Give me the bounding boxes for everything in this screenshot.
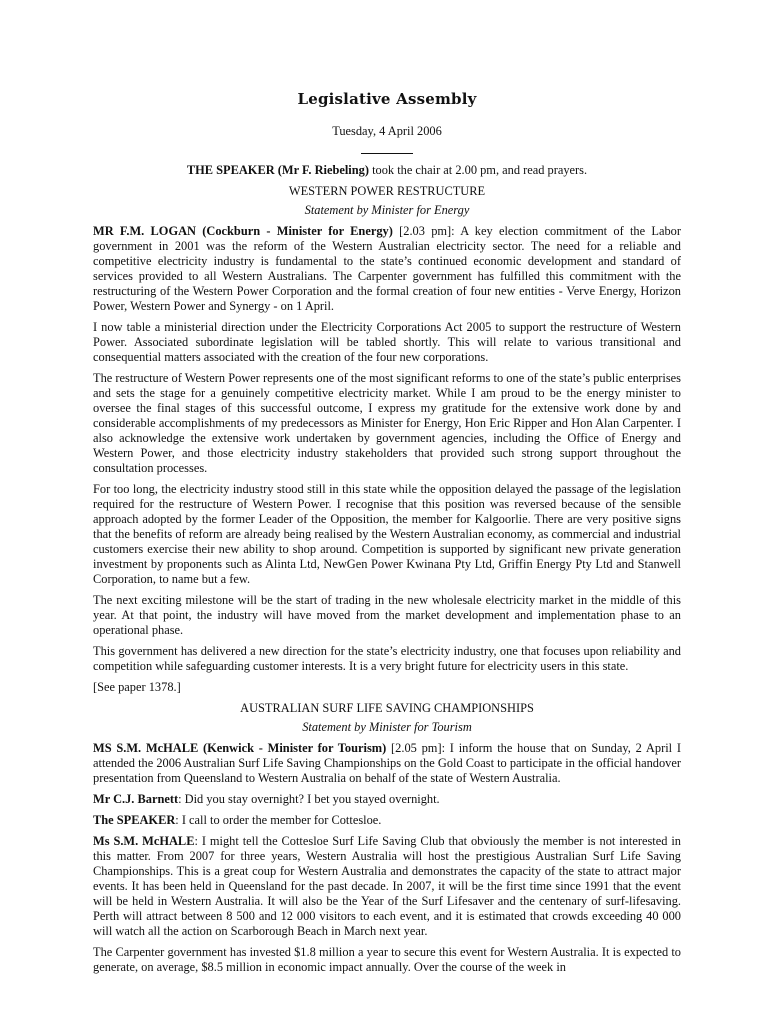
document-title: Legislative Assembly [297, 90, 477, 108]
interjection-text: : I call to order the member for Cottesloe. [175, 813, 382, 827]
interjection-text: : Did you stay overnight? I bet you stayed overnight. [178, 792, 440, 806]
sitting-date: Tuesday, 4 April 2006 [332, 124, 442, 138]
speaker-name: MR F.M. LOGAN (Cockburn - Minister for Energy) [93, 224, 393, 238]
speaker-name: Ms S.M. McHALE [93, 834, 195, 848]
speech-text: : I might tell the Cottesloe Surf Life Saving Club that obviously the member is not interested in this matter. From 2007 for three years, Western Australia will host the prestigious Australian Surf Life Saving Championships. This is a great coup for Western Australia and demonstrates the capacity of the state to attract major events. It has been held in Queensland for the past decade. In 2007, it will be the first time since 1991 that the event will be held in Western Australia. It will also be the Year of the Surf Lifesaver and the centenary of surf-lifesaving. Perth will attract between 8 500 and 12 000 visitors to each event, and it is estimated that crowds exceeding 40 000 will watch all the action on Scarborough Beach in March next year. [93, 834, 682, 938]
speech-paragraph [93, 741, 681, 786]
speech-text: [2.03 pm]: A key election commitment of the Labor government in 2001 was the reform of the Western Australian electricity sector. The need for a reliable and competitive electricity industry is fundamental to the state’s continued economic development and standard of services provided to all Western Australians. The Carpenter government has fulfilled this commitment with the restructuring of the Western Power Corporation and the formal creation of four new entities - Verve Energy, Horizon Power, Western Power and Synergy - on 1 April. [93, 224, 682, 313]
speech-text: [2.05 pm]: I inform the house that on Sunday, 2 April I attended the 2006 Australian Surf Life Saving Championships on the Gold Coast to participate in the official handover presentation from Queensland to Western Australia on behalf of the state of Western Australia. [93, 741, 681, 785]
speech-paragraph: This government has delivered a new direction for the state’s electricity industry, one that focuses upon reliability and competition while safeguarding customer interests. It is a very bright future for electricity users in this state. [93, 644, 681, 673]
speaker-name: MS S.M. McHALE (Kenwick - Minister for Tourism) [93, 741, 387, 755]
speaker-name: The SPEAKER [93, 813, 176, 827]
interjection-paragraph [93, 813, 681, 828]
section-heading-western-power: WESTERN POWER RESTRUCTURE [288, 184, 486, 198]
speech-paragraph: The Carpenter government has invested $1.8 million a year to secure this event for Western Australia. It is expected to generate, on average, $8.5 million in economic impact annually. Over the course of the week in [93, 945, 681, 974]
section-heading-surf-life-saving: AUSTRALIAN SURF LIFE SAVING CHAMPIONSHIPS [240, 701, 534, 715]
speech-paragraph: For too long, the electricity industry stood still in this state while the opposition delayed the passage of the legislation required for the restructure of Western Power. I recognise that this position was reversed because of the sensible approach adopted by the former Leader of the Opposition, the member for Kalgoorlie. There are very positive signs that the benefits of reform are already being realised by the Western Australian economy, as commercial and industrial customers exercise their new ability to shop around. Competition is supported by significant new private generation investment by proponents such as Alinta Ltd, NewGen Power Kwinana Pty Ltd, Griffin Energy Pty Ltd and Stanwell Corporation, to name but a few. [93, 482, 681, 586]
speech-paragraph: The next exciting milestone will be the start of trading in the new wholesale electricity market in the middle of this year. At that point, the industry will have moved from the market development and implementation phase to an operational phase. [93, 593, 681, 637]
speaker-name: Mr C.J. Barnett [93, 792, 179, 806]
hansard-page [93, 92, 681, 981]
paper-reference: [See paper 1378.] [93, 680, 181, 694]
speech-paragraph [93, 834, 681, 939]
divider-rule [361, 153, 413, 154]
interjection-paragraph [93, 792, 681, 807]
speaker-name: THE SPEAKER (Mr F. Riebeling) [186, 163, 369, 177]
opening-paragraph [93, 163, 681, 178]
section-subheading-tourism: Statement by Minister for Tourism [302, 720, 472, 734]
opening-text: took the chair at 2.00 pm, and read prayers. [368, 163, 588, 177]
section-subheading-energy: Statement by Minister for Energy [304, 203, 470, 217]
speech-paragraph [93, 224, 681, 314]
speech-paragraph: The restructure of Western Power represents one of the most significant reforms to one of the state’s public enterprises and sets the stage for a genuinely competitive electricity market. While I am proud to be the energy minister to oversee the final stages of this successful outcome, I express my gratitude for the extensive work done by and considerable accomplishments of my predecessors as Minister for Energy, Hon Eric Ripper and Hon Alan Carpenter. I also acknowledge the extensive work undertaken by government agencies, including the Office of Energy and Western Power, and those electricity industry stakeholders that provided such strong support throughout the consultation processes. [93, 371, 681, 475]
speech-paragraph: I now table a ministerial direction under the Electricity Corporations Act 2005 to support the restructure of Western Power. Associated subordinate legislation will be tabled shortly. This will relate to various transitional and consequential matters associated with the creation of the four new corporations. [93, 320, 681, 364]
